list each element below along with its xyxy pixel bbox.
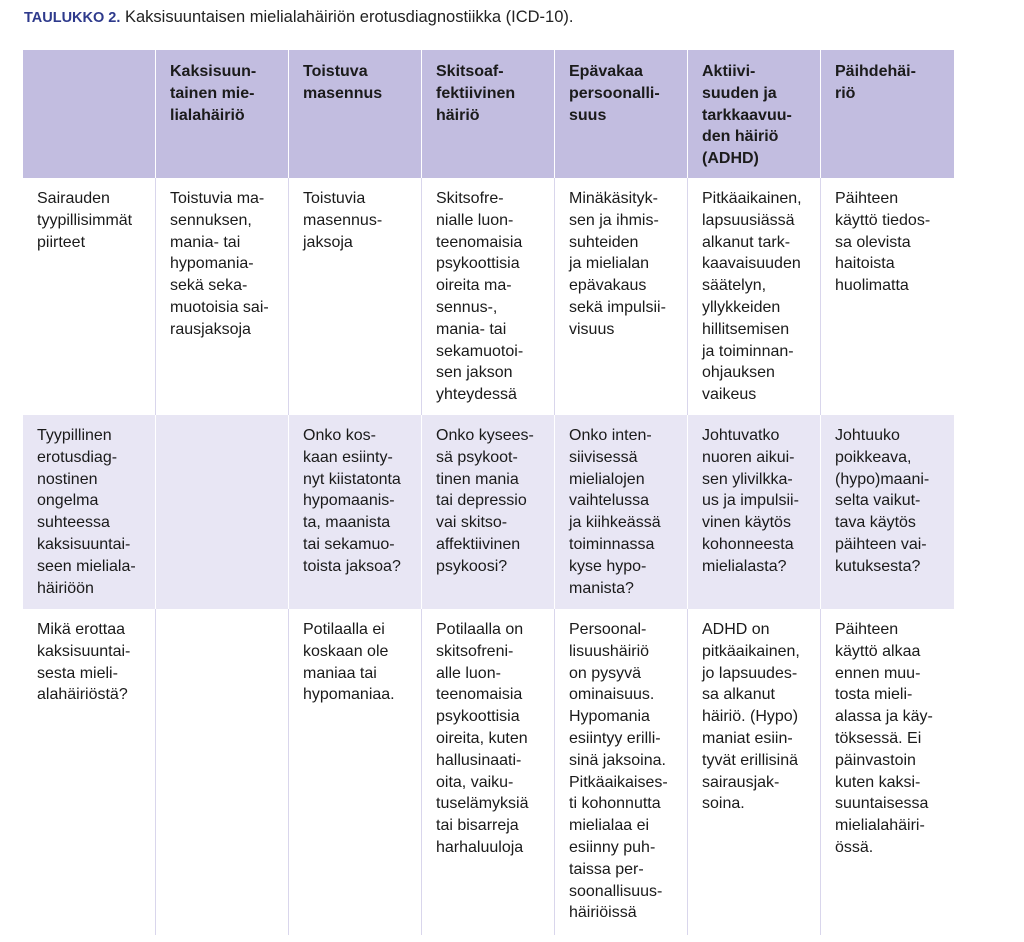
table-cell: Onko kysees- sä psykoot- tinen mania tai depressio vai skitso- affektiivinen psykoosi? — [422, 415, 555, 609]
table-cell: Johtuuko poikkeava, (hypo)maani- selta vaikut- tava käytös päihteen vai- kutuksesta? — [821, 415, 954, 609]
table-row — [23, 415, 954, 609]
table-cell: Päihteen käyttö alkaa ennen muu- tosta mieli- alassa ja käy- töksessä. Ei päinvastoin kuten kaksi- suuntaisessa mielialahäiri- össä. — [821, 609, 954, 935]
table-caption-label: TAULUKKO 2. — [24, 10, 121, 26]
table-caption-text: Kaksisuuntaisen mielialahäiriön erotusdiagnostiikka (ICD-10). — [120, 8, 574, 26]
table-cell — [156, 415, 289, 609]
header-cell-schizoaffective: Skitsoaf- fektiivinen häiriö — [422, 50, 555, 178]
table-cell: Johtuvatko nuoren aikui- sen ylivilkka- us ja impulsii- vinen käytös kohonneesta mielialasta? — [688, 415, 821, 609]
table-cell: Pitkäaikainen, lapsuusiässä alkanut tark- kaavaisuuden säätelyn, yllykkeiden hillitsemisen ja toiminnan- ohjauksen vaikeus — [688, 178, 821, 415]
header-cell-blank — [23, 50, 156, 178]
table-cell: Skitsofre- nialle luon- teenomaisia psykoottisia oireita ma- sennus-, mania- tai sekamuotoi- sen jakson yhteydessä — [422, 178, 555, 415]
differential-diagnosis-table — [23, 50, 954, 935]
table-cell: Persoonal- lisuushäiriö on pysyvä ominaisuus. Hypomania esiintyy erilli- sinä jaksoina. Pitkäaikaises- ti kohonnutta mielialaa ei esiinny puh- taissa per- soonallisuus- häiriöissä — [555, 609, 688, 935]
table-header-row — [23, 50, 954, 178]
table-cell: Toistuvia ma- sennuksen, mania- tai hypomania- sekä seka- muotoisia sai- rausjaksoja — [156, 178, 289, 415]
row-heading-cell: Mikä erottaa kaksisuuntai- sesta mieli- alahäiriöstä? — [23, 609, 156, 935]
header-cell-substance: Päihdehäi- riö — [821, 50, 954, 178]
header-cell-recurrent-depression: Toistuva masennus — [289, 50, 422, 178]
header-cell-adhd: Aktiivi- suuden ja tarkkaavuu- den häiriö (ADHD) — [688, 50, 821, 178]
header-cell-bipolar: Kaksisuun- tainen mie- lialahäiriö — [156, 50, 289, 178]
header-cell-borderline: Epävakaa persoonalli- suus — [555, 50, 688, 178]
table-cell: Onko inten- siivisessä mielialojen vaihtelussa ja kiihkeässä toiminnassa kyse hypo- manista? — [555, 415, 688, 609]
table-cell: Potilaalla on skitsofreni- alle luon- teenomaisia psykoottisia oireita, kuten hallusinaati- oita, vaiku- tuselämyksiä tai bisarreja harhaluuloja — [422, 609, 555, 935]
table-cell: Toistuvia masennus- jaksoja — [289, 178, 422, 415]
table-cell: Päihteen käyttö tiedos- sa olevista haitoista huolimatta — [821, 178, 954, 415]
row-heading-cell: Sairauden tyypillisimmät piirteet — [23, 178, 156, 415]
table-cell: Onko kos- kaan esiinty- nyt kiistatonta hypomaanis- ta, maanista tai sekamuo- toista jaksoa? — [289, 415, 422, 609]
table-caption — [24, 6, 573, 29]
table-row — [23, 609, 954, 935]
table-cell — [156, 609, 289, 935]
table-cell: ADHD on pitkäaikainen, jo lapsuudes- sa alkanut häiriö. (Hypo) maniat esiin- tyvät erillisinä sairausjak- soina. — [688, 609, 821, 935]
row-heading-cell: Tyypillinen erotusdiag- nostinen ongelma suhteessa kaksisuuntai- seen mieliala- häiriöön — [23, 415, 156, 609]
table-cell: Minäkäsityk- sen ja ihmis- suhteiden ja mielialan epävakaus sekä impulsii- visuus — [555, 178, 688, 415]
table-row — [23, 178, 954, 415]
table-cell: Potilaalla ei koskaan ole maniaa tai hypomaniaa. — [289, 609, 422, 935]
